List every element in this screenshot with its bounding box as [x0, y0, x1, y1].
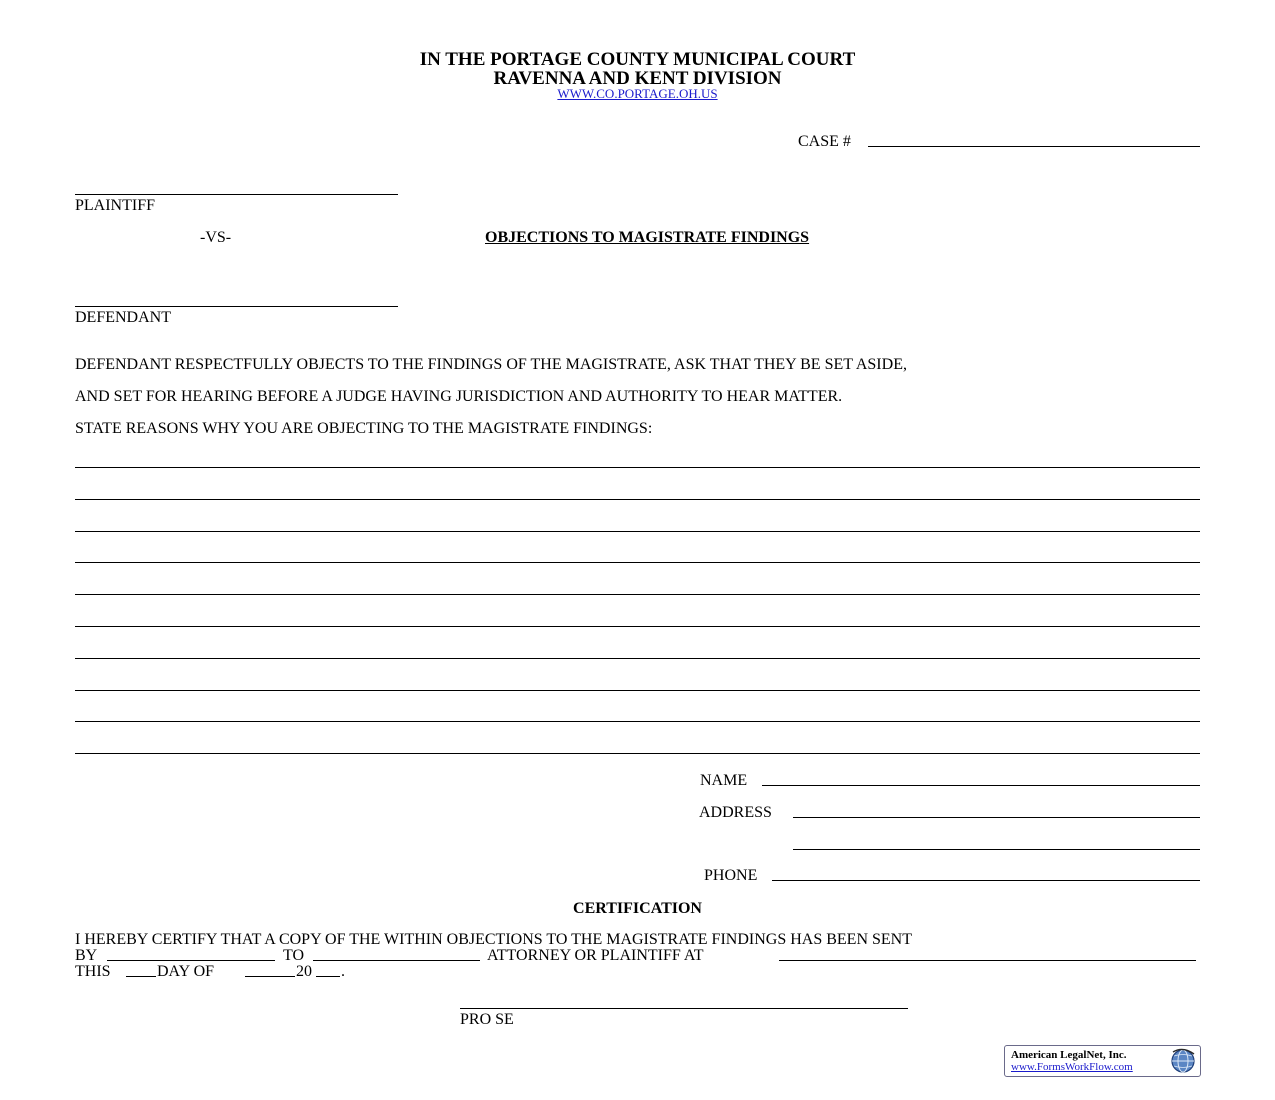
case-number-label: CASE # — [798, 133, 851, 150]
reason-line-6[interactable] — [75, 626, 1200, 627]
globe-icon — [1170, 1048, 1196, 1074]
name-label: NAME — [700, 772, 748, 789]
reason-line-7[interactable] — [75, 658, 1200, 659]
pro-se-label: PRO SE — [460, 1011, 514, 1028]
by-label: BY — [75, 947, 98, 964]
sent-to-field[interactable] — [313, 960, 480, 961]
objection-statement-line-1: DEFENDANT RESPECTFULLY OBJECTS TO THE FINDINGS OF THE MAGISTRATE, ASK THAT THEY BE SET ASIDE, — [75, 356, 907, 373]
name-field[interactable] — [762, 785, 1200, 786]
reason-line-4[interactable] — [75, 562, 1200, 563]
phone-label: PHONE — [704, 867, 758, 884]
plaintiff-label: PLAINTIFF — [75, 197, 156, 214]
period-mark: . — [341, 963, 345, 980]
phone-field[interactable] — [772, 880, 1200, 881]
address-label: ADDRESS — [699, 804, 772, 821]
this-label: THIS — [75, 963, 111, 980]
logo-website-link[interactable]: www.FormsWorkFlow.com — [1011, 1061, 1133, 1073]
signature-line[interactable] — [460, 1008, 908, 1009]
reason-line-9[interactable] — [75, 721, 1200, 722]
month-field[interactable] — [245, 976, 295, 977]
american-legalnet-logo[interactable] — [1004, 1045, 1201, 1077]
defendant-name-field[interactable] — [75, 306, 398, 307]
reasons-prompt: STATE REASONS WHY YOU ARE OBJECTING TO THE MAGISTRATE FINDINGS: — [75, 420, 653, 437]
objection-statement-line-2: AND SET FOR HEARING BEFORE A JUDGE HAVING JURISDICTION AND AUTHORITY TO HEAR MATTER. — [75, 388, 843, 405]
reason-line-10[interactable] — [75, 753, 1200, 754]
reason-line-2[interactable] — [75, 499, 1200, 500]
division-name: RAVENNA AND KENT DIVISION — [493, 68, 782, 89]
day-of-label: DAY OF — [157, 963, 215, 980]
case-number-field[interactable] — [868, 146, 1200, 147]
attorney-or-plaintiff-label: ATTORNEY OR PLAINTIFF AT — [487, 947, 704, 964]
reason-line-8[interactable] — [75, 690, 1200, 691]
certification-heading: CERTIFICATION — [573, 900, 702, 917]
year-field[interactable] — [316, 976, 340, 977]
year-prefix-label: 20 — [296, 963, 312, 980]
address-field-line-2[interactable] — [793, 849, 1200, 850]
court-website-link[interactable]: WWW.CO.PORTAGE.OH.US — [557, 86, 718, 101]
to-label: TO — [283, 947, 305, 964]
logo-company-name: American LegalNet, Inc. — [1011, 1049, 1127, 1061]
court-name: IN THE PORTAGE COUNTY MUNICIPAL COURT — [419, 49, 856, 70]
reason-line-5[interactable] — [75, 594, 1200, 595]
reason-line-1[interactable] — [75, 467, 1200, 468]
reason-line-3[interactable] — [75, 531, 1200, 532]
document-title: OBJECTIONS TO MAGISTRATE FINDINGS — [485, 229, 810, 246]
sent-by-field[interactable] — [107, 960, 275, 961]
certification-statement: I HEREBY CERTIFY THAT A COPY OF THE WITHIN OBJECTIONS TO THE MAGISTRATE FINDINGS HAS BEEN SENT — [75, 931, 913, 948]
attorney-address-field[interactable] — [779, 960, 1196, 961]
versus-label: -VS- — [200, 229, 232, 246]
address-field-line-1[interactable] — [793, 817, 1200, 818]
defendant-label: DEFENDANT — [75, 309, 171, 326]
plaintiff-name-field[interactable] — [75, 194, 398, 195]
day-field[interactable] — [126, 976, 156, 977]
